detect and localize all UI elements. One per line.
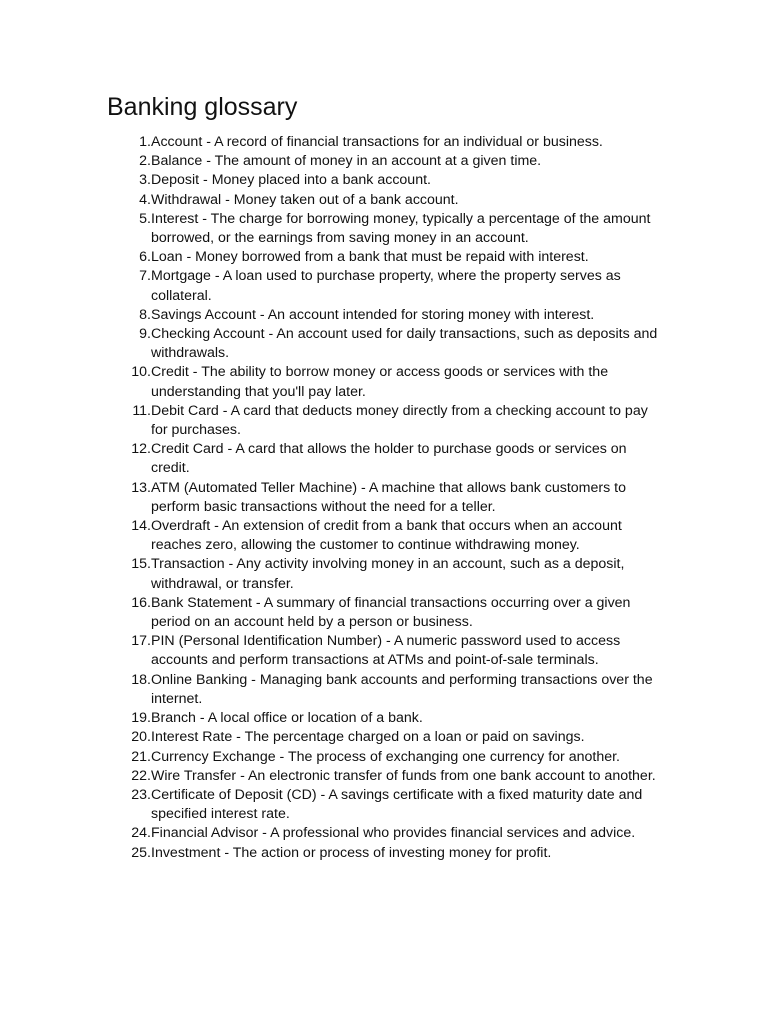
- item-number: 18.: [131, 671, 151, 688]
- item-text: Savings Account - An account intended for storing money with interest.: [151, 306, 595, 323]
- item-text: Currency Exchange - The process of exchanging one currency for another.: [151, 748, 620, 765]
- item-text: Investment - The action or process of investing money for profit.: [151, 844, 552, 861]
- page-title: Banking glossary: [107, 93, 298, 121]
- item-text: Bank Statement - A summary of financial transactions occurring over a given period on an account held by a person or business.: [151, 594, 631, 631]
- item-text: Online Banking - Managing bank accounts and performing transactions over the internet.: [151, 671, 653, 707]
- item-text: ATM (Automated Teller Machine) - A machine that allows bank customers to perform basic transactions without the need for a teller.: [151, 479, 626, 515]
- item-text: Account - A record of financial transactions for an individual or business.: [151, 134, 603, 150]
- list-item: [107, 267, 667, 305]
- list-item: [107, 248, 667, 267]
- item-text: Loan - Money borrowed from a bank that must be repaid with interest.: [151, 249, 589, 266]
- list-item: [107, 171, 667, 190]
- item-number: 19.: [131, 710, 151, 727]
- item-number: 25.: [131, 844, 151, 861]
- list-item: [107, 191, 667, 210]
- item-number: 22.: [131, 767, 151, 784]
- item-text: Wire Transfer - An electronic transfer of funds from one bank account to another.: [151, 767, 656, 784]
- item-number: 23.: [131, 786, 151, 803]
- item-text: Deposit - Money placed into a bank account.: [151, 172, 431, 189]
- list-item: [107, 325, 667, 363]
- list-item: [107, 844, 667, 863]
- item-text: Checking Account - An account used for daily transactions, such as deposits and withdrawals.: [151, 326, 658, 362]
- item-number: 24.: [131, 825, 151, 842]
- item-number: 16.: [131, 594, 151, 611]
- list-item: [107, 555, 667, 593]
- list-item: [107, 728, 667, 747]
- item-number: 7.: [139, 268, 151, 285]
- item-text: PIN (Personal Identification Number) - A numeric password used to access accounts and perform transactions at ATMs and point-of-sale terminals.: [151, 633, 621, 669]
- item-number: 9.: [139, 326, 151, 343]
- item-number: 8.: [139, 306, 151, 323]
- item-text: Credit Card - A card that allows the holder to purchase goods or services on credit.: [151, 441, 627, 477]
- list-item: [107, 402, 667, 440]
- item-number: 12.: [131, 441, 151, 458]
- item-number: 4.: [139, 191, 151, 208]
- list-item: [107, 152, 667, 171]
- item-text: Withdrawal - Money taken out of a bank account.: [151, 191, 459, 208]
- list-item: [107, 786, 667, 824]
- item-text: Credit - The ability to borrow money or access goods or services with the understanding that you'll pay later.: [151, 364, 609, 400]
- list-item: [107, 479, 667, 517]
- list-item: [107, 594, 667, 632]
- list-item: [107, 517, 667, 555]
- item-number: 6.: [139, 249, 151, 266]
- list-item: [107, 440, 667, 478]
- list-item: [107, 306, 667, 325]
- item-number: 2.: [139, 153, 151, 170]
- item-text: Transaction - Any activity involving money in an account, such as a deposit, withdrawal, or transfer.: [151, 556, 625, 592]
- item-text: Balance - The amount of money in an account at a given time.: [151, 153, 542, 170]
- list-item: [107, 824, 667, 843]
- glossary-list: [107, 133, 667, 863]
- item-text: Interest Rate - The percentage charged on a loan or paid on savings.: [151, 729, 585, 746]
- item-number: 20.: [131, 729, 151, 746]
- list-item: [107, 748, 667, 767]
- list-item: [107, 632, 667, 670]
- item-number: 1.: [139, 134, 151, 150]
- list-item: [107, 709, 667, 728]
- item-number: 17.: [131, 633, 151, 650]
- item-number: 3.: [139, 172, 151, 189]
- item-number: 14.: [131, 518, 151, 535]
- item-text: Mortgage - A loan used to purchase property, where the property serves as collateral.: [151, 268, 621, 304]
- item-number: 5.: [139, 210, 151, 227]
- item-text: Interest - The charge for borrowing money, typically a percentage of the amount borrowed, or the earnings from saving money in an account.: [151, 210, 651, 247]
- list-item: [107, 363, 667, 401]
- item-number: 13.: [131, 479, 151, 496]
- list-item: [107, 133, 667, 152]
- item-text: Financial Advisor - A professional who provides financial services and advice.: [151, 825, 636, 842]
- item-text: Certificate of Deposit (CD) - A savings certificate with a fixed maturity date and specified interest rate.: [151, 786, 643, 823]
- item-number: 10.: [131, 364, 151, 381]
- list-item: [107, 767, 667, 786]
- item-text: Branch - A local office or location of a bank.: [151, 710, 423, 727]
- item-number: 11.: [132, 402, 151, 419]
- list-item: [107, 671, 667, 709]
- item-text: Overdraft - An extension of credit from a bank that occurs when an account reaches zero, allowing the customer to continue withdrawing money.: [151, 518, 622, 554]
- item-number: 15.: [131, 556, 151, 573]
- item-text: Debit Card - A card that deducts money directly from a checking account to pay for purchases.: [151, 402, 648, 439]
- list-item: [107, 210, 667, 248]
- item-number: 21.: [131, 748, 151, 765]
